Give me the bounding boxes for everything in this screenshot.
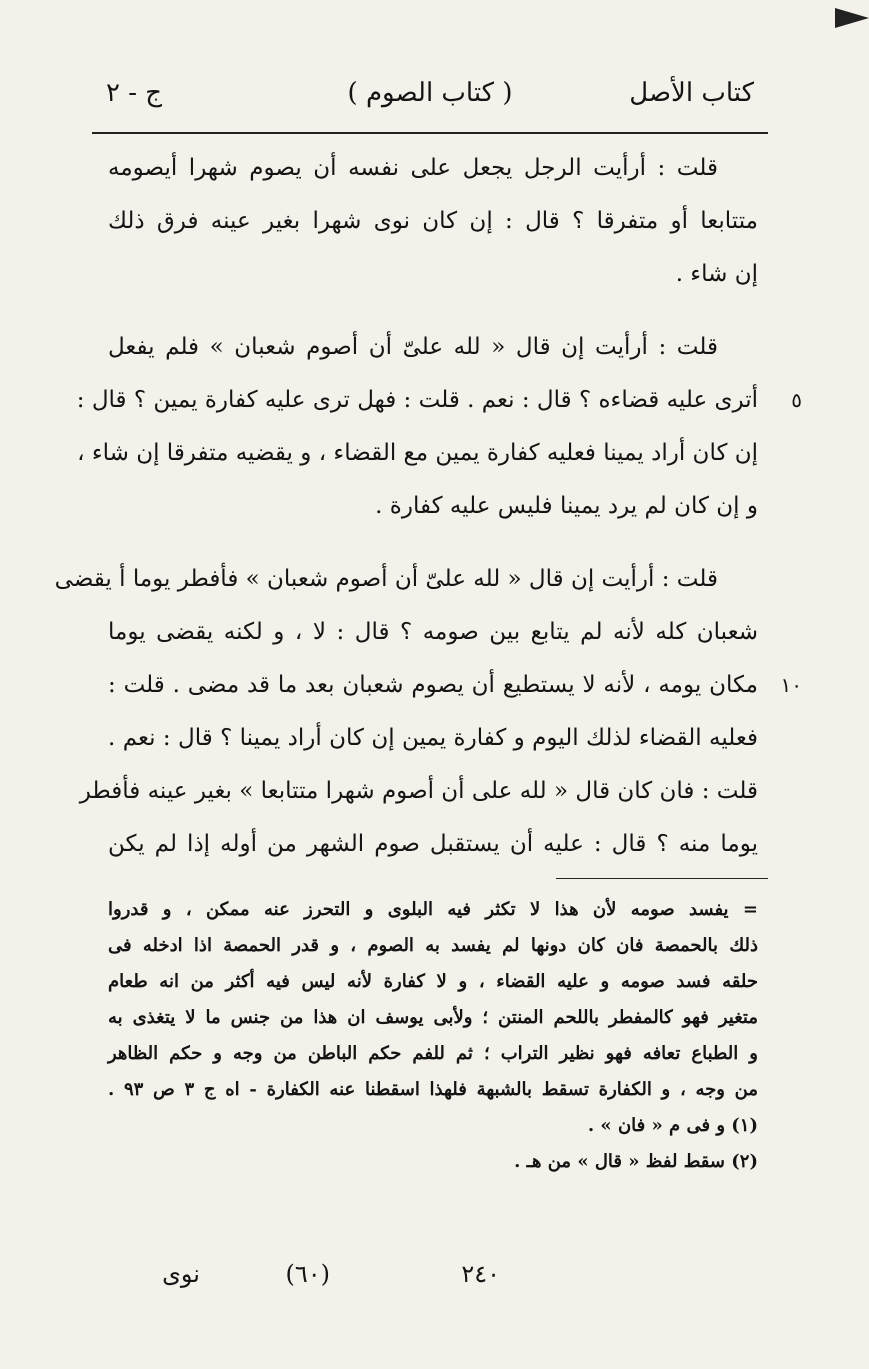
text-line: يوما منه ؟ قال : عليه أن يستقبل صوم الشهر من أوله إذا لم يكن [108, 831, 758, 857]
footnote-line: = يفسد صومه لأن هذا لا تكثر فيه البلوى و التحرز عنه ممكن ، و قدروا [108, 899, 758, 920]
volume-number: ج - ٢ [106, 78, 163, 108]
footnote-line: و الطباع تعافه فهو نظير التراب ؛ ثم للفم حكم الباطن من وجه و حكم الظاهر [108, 1043, 758, 1064]
text-line: إن شاء . [675, 261, 758, 287]
text-line: قلت : فان كان قال « لله على أن أصوم شهرا متتابعا » بغير عينه فأفطر [79, 778, 758, 804]
line-number-10: ١٠ [780, 673, 802, 697]
text-line: و إن كان لم يرد يمينا فليس عليه كفارة . [375, 493, 758, 519]
footnote-line: متغير فهو كالمفطر باللحم المنتن ؛ ولأبى يوسف ان هذا من جنس ما لا يتغذى به [108, 1007, 758, 1028]
chapter-title: ( كتاب الصوم ) [347, 78, 513, 108]
signature-mark: (٦٠) [285, 1260, 330, 1288]
text-line: فعليه القضاء لذلك اليوم و كفارة يمين إن كان أراد يمينا ؟ قال : نعم . [108, 725, 758, 751]
text-line [108, 659, 802, 712]
header-rule [92, 132, 768, 134]
footnotes [108, 892, 758, 1180]
footnote-line: (١) و فى م « فان » . [587, 1115, 758, 1136]
text-line [76, 374, 802, 427]
footnote-line: (٢) سقط لفظ « قال » من هـ . [514, 1151, 758, 1172]
line-number-5: ٥ [791, 388, 802, 412]
text-line: قلت : أرأيت الرجل يجعل على نفسه أن يصوم شهرا أيصومه [108, 155, 718, 181]
main-text [54, 142, 802, 871]
text-line: شعبان كله لأنه لم يتابع بين صومه ؟ قال : لا ، و لكنه يقضى يوما [108, 619, 758, 645]
footnote-separator [556, 878, 768, 879]
footnote-line: ذلك بالحمصة فان كان دونها لم يفسد به الصوم ، و قدر الحمصة اذا ادخله فى [108, 935, 758, 956]
text-line: قلت : أرأيت إن قال « لله علىّ أن أصوم شعبان » فأفطر يوما أ يقضى [54, 566, 718, 592]
text-line: قلت : أرأيت إن قال « لله علىّ أن أصوم شعبان » فلم يفعل [108, 334, 718, 360]
book-title: كتاب الأصل [629, 78, 754, 108]
running-header [92, 78, 768, 122]
text-line: إن كان أراد يمينا فعليه كفارة يمين مع القضاء ، و يقضيه متفرقا إن شاء ، [77, 440, 758, 466]
text-line-content: مكان يومه ، لأنه لا يستطيع أن يصوم شعبان بعد ما قد مضى . قلت : [108, 672, 758, 698]
corner-mark [835, 8, 869, 28]
page-number: ٢٤٠ [461, 1260, 500, 1288]
catchword: نوى [162, 1260, 200, 1288]
text-line: متتابعا أو متفرقا ؟ قال : إن كان نوى شهرا بغير عينه فرق ذلك [108, 208, 758, 234]
page-footer [100, 1260, 760, 1300]
text-line-content: أترى عليه قضاءه ؟ قال : نعم . قلت : فهل ترى عليه كفارة يمين ؟ قال : [76, 387, 758, 413]
footnote-line: من وجه ، و الكفارة تسقط بالشبهة فلهذا اسقطنا عنه الكفارة - اه ج ٣ ص ٩٣ . [108, 1079, 758, 1100]
footnote-line: حلقه فسد صومه و عليه القضاء ، و لا كفارة لأنه ليس فيه أكثر من انه طعام [108, 971, 758, 992]
